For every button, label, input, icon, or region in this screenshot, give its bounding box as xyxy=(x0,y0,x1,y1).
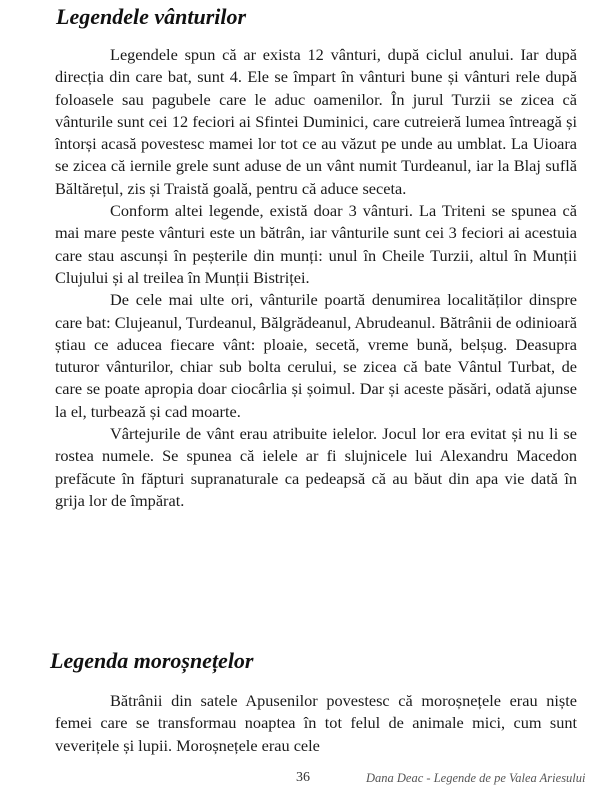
paragraph: Bătrânii din satele Apusenilor povestesc că moroșnețele erau niște femei care se transformau noaptea în tot felul de animale mici, cum sunt veverițele și lupii. Moroșnețele erau cele xyxy=(55,691,577,755)
section-body-winds xyxy=(55,44,577,512)
paragraph: De cele mai ulte ori, vânturile poartă denumirea localităților dinspre care bat: Clujeanul, Turdeanul, Bălgrădeanul, Abrudeanul. Bătrânii de odinioară știau ce aducea fiecare vânt: ploaie, secetă, vreme bună, belșug. Deasupra tuturor vânturilor, chiar sub bolta cerului, se zicea că bate Vântul Turbat, de care se poate apropia doar ciocârlia și șoimul. Dar și aceste păsări, odată ajunse la el, turbează și cad moarte. xyxy=(55,290,577,421)
section-heading-winds: Legendele vânturilor xyxy=(56,4,247,29)
section-heading-morosnete: Legenda moroșnețelor xyxy=(50,648,254,673)
page-number: 36 xyxy=(296,770,310,785)
section-body-morosnete xyxy=(55,690,577,757)
running-footer-title: Dana Deac - Legende de pe Valea Ariesului xyxy=(366,771,586,785)
paragraph: Vârtejurile de vânt erau atribuite ielelor. Jocul lor era evitat și nu li se rostea numele. Se spunea că ielele ar fi slujnicele lui Alexandru Macedon prefăcute în făpturi supranaturale ca pedeapsă că au băut din apa vie dată în grija lor de împărat. xyxy=(55,424,577,510)
paragraph: Legendele spun că ar exista 12 vânturi, după ciclul anului. Iar după direcția din care bat, sunt 4. Ele se împart în vânturi bune și vânturi rele după foloasele sau pagubele care le aduc oamenilor. În jurul Turzii se zicea că vânturile sunt cei 12 feciori ai Sfintei Duminici, care cutreieră lumea întreagă și întorși acasă povestesc mamei lor tot ce au văzut pe unde au umblat. La Uioara se zicea că iernile grele sunt aduse de un vânt numit Turdeanul, iar la Blaj suflă Băltărețul, zis și Traistă goală, pentru că aduce seceta. xyxy=(55,45,577,198)
paragraph: Conform altei legende, există doar 3 vânturi. La Triteni se spunea că mai mare peste vânturi este un bătrân, iar vânturile sunt cei 3 feciori ai acestuia care stau ascunși în peșterile din munți: unul în Cheile Turzii, altul în Munții Clujului și al treilea în Munții Bistriței. xyxy=(55,201,577,287)
